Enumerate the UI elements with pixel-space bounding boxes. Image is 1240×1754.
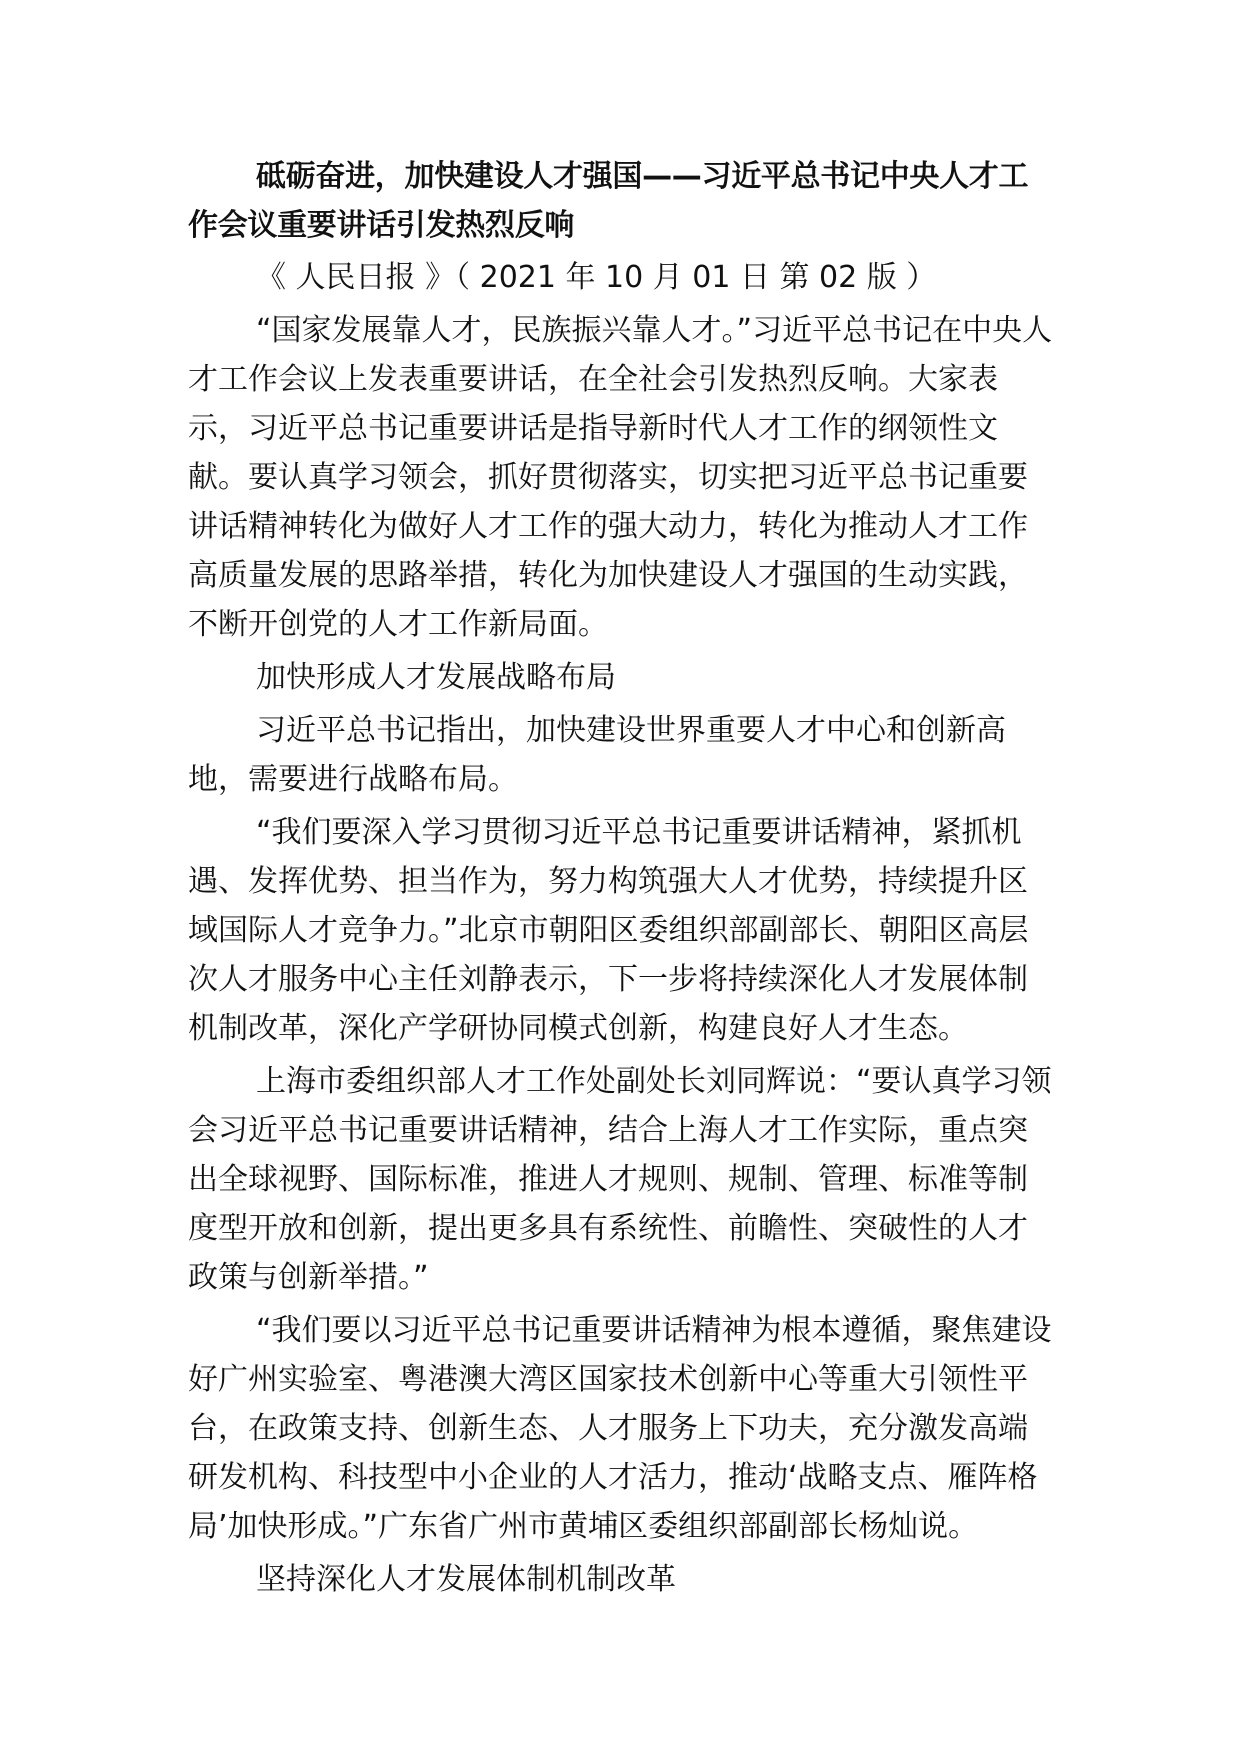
paragraph: 习近平总书记指出，加快建设世界重要人才中心和创新高地，需要进行战略布局。 <box>188 713 1006 797</box>
paragraph: “国家发展靠人才，民族振兴靠人才。”习近平总书记在中央人才工作会议上发表重要讲话，在全社会引发热烈反响。大家表示，习近平总书记重要讲话是指导新时代人才工作的纲领性文献。要认真学习领会，抓好贯彻落实，切实把习近平总书记重要讲话精神转化为做好人才工作的强大动力，转化为推动人才工作高质量发展的思路举措，转化为加快建设人才强国的生动实践，不断开创党的人才工作新局面。 <box>188 313 1053 642</box>
document-page <box>188 152 1056 1608</box>
article-title: 砥砺奋进，加快建设人才强国——习近平总书记中央人才工作会议重要讲话引发热烈反响 <box>188 159 1029 243</box>
article-byline: 《 人民日报 》（ 2021 年 10 月 01 日 第 02 版 ） <box>256 260 937 295</box>
paragraph: 上海市委组织部人才工作处副处长刘同辉说：“要认真学习领会习近平总书记重要讲话精神，结合上海人才工作实际，重点突出全球视野、国际标准，推进人才规则、规制、管理、标准等制度型开放和创新，提出更多具有系统性、前瞻性、突破性的人才政策与创新举措。” <box>188 1064 1052 1295</box>
paragraph: “我们要以习近平总书记重要讲话精神为根本遵循，聚焦建设好广州实验室、粤港澳大湾区国家技术创新中心等重大引领性平台，在政策支持、创新生态、人才服务上下功夫，充分激发高端研发机构、科技型中小企业的人才活力，推动‘战略支点、雁阵格局’加快形成。”广东省广州市黄埔区委组织部副部长杨灿说。 <box>188 1313 1052 1544</box>
paragraph: “我们要深入学习贯彻习近平总书记重要讲话精神，紧抓机遇、发挥优势、担当作为，努力构筑强大人才优势，持续提升区域国际人才竞争力。”北京市朝阳区委组织部副部长、朝阳区高层次人才服务中心主任刘静表示，下一步将持续深化人才发展体制机制改革，深化产学研协同模式创新，构建良好人才生态。 <box>188 815 1029 1046</box>
section-heading: 加快形成人才发展战略布局 <box>256 660 616 695</box>
section-heading: 坚持深化人才发展体制机制改革 <box>256 1562 676 1597</box>
